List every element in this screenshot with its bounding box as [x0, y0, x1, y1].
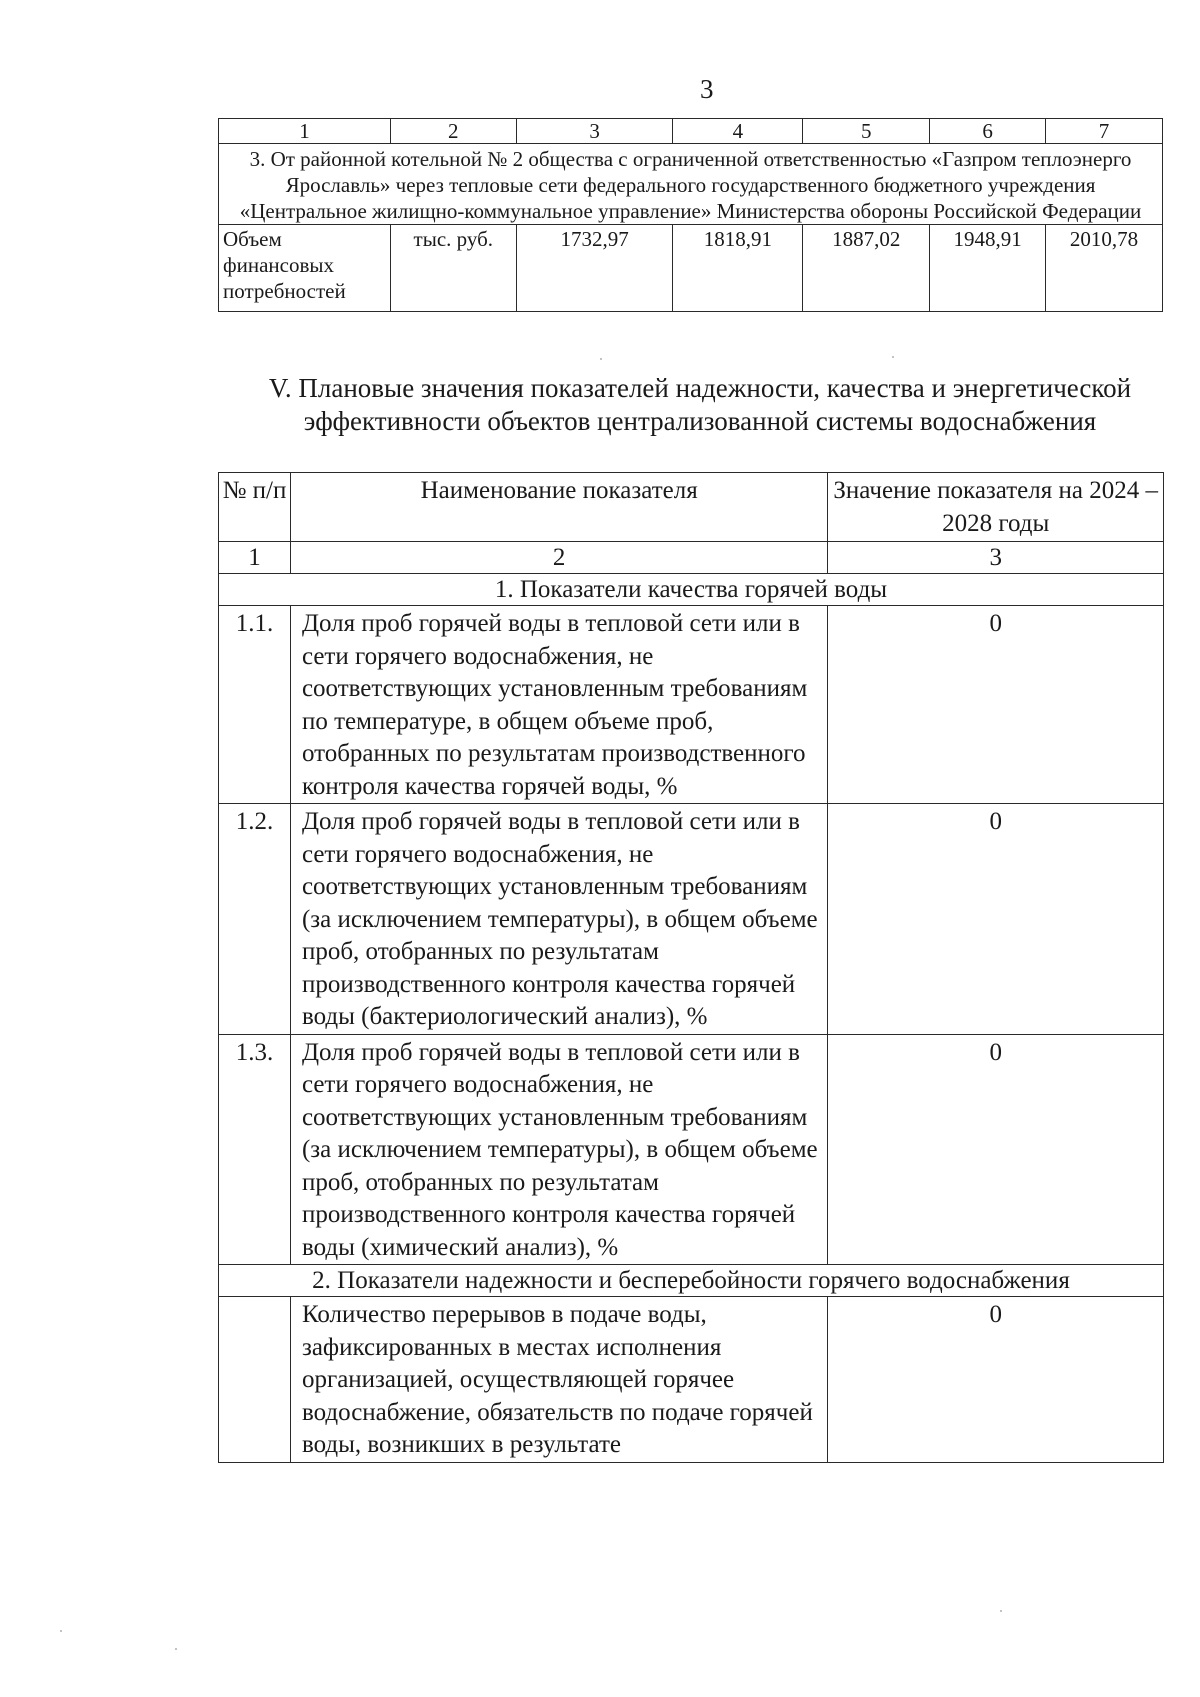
table-row	[219, 225, 1163, 312]
column-number: 2	[290, 542, 827, 574]
table1-column-numbers	[219, 119, 1163, 144]
column-number: 7	[1046, 119, 1163, 144]
item-num	[219, 1297, 291, 1463]
item-value: 0	[828, 606, 1164, 804]
row-label: Объем финансовых потребностей	[219, 225, 391, 312]
header-value: Значение показателя на 2024 – 2028 годы	[828, 473, 1164, 542]
header-num: № п/п	[219, 473, 291, 542]
item-value: 0	[828, 1034, 1164, 1265]
item-num: 1.1.	[219, 606, 291, 804]
table-row	[219, 606, 1164, 804]
row-unit: тыс. руб.	[390, 225, 516, 312]
scan-speck	[1000, 1610, 1002, 1612]
scan-speck	[600, 358, 602, 360]
table-row	[219, 804, 1164, 1035]
item-name: Доля проб горячей воды в тепловой сети или в сети горячего водоснабжения, не соответствующих установленным требованиям (за исключением температуры), в общем объеме проб, отобранных по результатам производственного контроля качества горячей воды (химический анализ), %	[290, 1034, 827, 1265]
financial-needs-table	[218, 118, 1163, 312]
table2-header-row	[219, 473, 1164, 542]
item-name: Доля проб горячей воды в тепловой сети или в сети горячего водоснабжения, не соответствующих установленным требованиям (за исключением температуры), в общем объеме проб, отобранных по результатам производственного контроля качества горячей воды (бактериологический анализ), %	[290, 804, 827, 1035]
item-value: 0	[828, 1297, 1164, 1463]
column-number: 3	[516, 119, 673, 144]
item-num: 1.3.	[219, 1034, 291, 1265]
section-heading: V. Плановые значения показателей надежности, качества и энергетической эффективности объектов централизованной системы водоснабжения	[268, 373, 1132, 436]
column-number: 2	[390, 119, 516, 144]
scan-speck	[175, 1648, 177, 1650]
item-num: 1.2.	[219, 804, 291, 1035]
scan-speck	[60, 1630, 62, 1632]
column-number: 6	[930, 119, 1046, 144]
row-value-2025: 1818,91	[673, 225, 803, 312]
column-number: 3	[828, 542, 1164, 574]
header-name: Наименование показателя	[290, 473, 827, 542]
column-number: 5	[803, 119, 930, 144]
row-value-2026: 1887,02	[803, 225, 930, 312]
column-number: 1	[219, 119, 391, 144]
table-row	[219, 1034, 1164, 1265]
row-value-2028: 2010,78	[1046, 225, 1163, 312]
row-value-2027: 1948,91	[930, 225, 1046, 312]
section1-title: 1. Показатели качества горячей воды	[219, 574, 1164, 606]
scan-speck	[892, 356, 894, 358]
indicators-table	[218, 472, 1164, 1463]
page-number: 3	[700, 74, 714, 104]
section2-title: 2. Показатели надежности и бесперебойности горячего водоснабжения	[219, 1265, 1164, 1297]
column-number: 1	[219, 542, 291, 574]
row-value-2024: 1732,97	[516, 225, 673, 312]
column-number: 4	[673, 119, 803, 144]
item-name: Доля проб горячей воды в тепловой сети или в сети горячего водоснабжения, не соответствующих установленным требованиям по температуре, в общем объеме проб, отобранных по результатам производственного контроля качества горячей воды, %	[290, 606, 827, 804]
item-name: Количество перерывов в подаче воды, зафиксированных в местах исполнения организацией, осуществляющей горячее водоснабжение, обязательств по подаче горячей воды, возникших в результате	[290, 1297, 827, 1463]
table1-section-title: 3. От районной котельной № 2 общества с ограниченной ответственностью «Газпром теплоэнерго Ярославль» через тепловые сети федерального государственного бюджетного учреждения «Центральное жилищно-коммунальное управление» Министерства обороны Российской Федерации	[219, 144, 1163, 225]
table-row	[219, 1297, 1164, 1463]
item-value: 0	[828, 804, 1164, 1035]
table2-column-numbers	[219, 542, 1164, 574]
